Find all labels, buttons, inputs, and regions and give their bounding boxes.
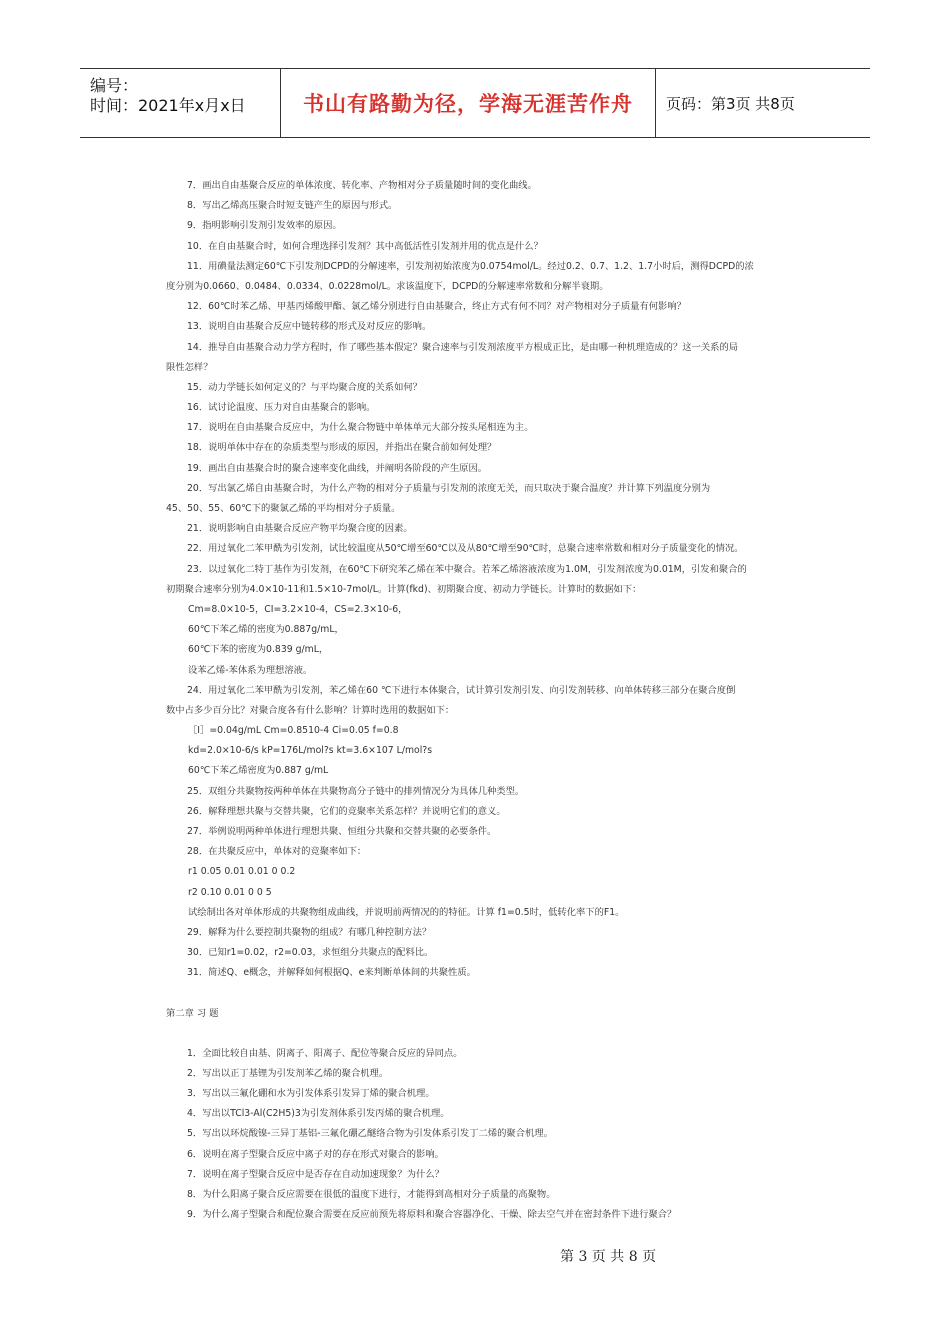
text-line: 设苯乙烯-苯体系为理想溶液。 <box>188 664 313 676</box>
text-line: 数中占多少百分比？对聚合度各有什么影响？计算时选用的数据如下： <box>166 704 455 716</box>
text-line: 8．写出乙烯高压聚合时短支链产生的原因与形式。 <box>187 200 398 212</box>
text-line: 17．说明在自由基聚合反应中，为什么聚合物链中单体单元大部分按头尾相连为主。 <box>187 422 534 434</box>
header-motto: 书山有路勤为径，学海无涯苦作舟 <box>303 91 633 116</box>
text-line: 10．在自由基聚合时，如何合理选择引发剂？其中高低活性引发剂并用的优点是什么？ <box>187 240 543 252</box>
text-line: 22．用过氧化二苯甲酰为引发剂，试比较温度从50℃增至60℃以及从80℃增至90℃时，总聚合速率常数和相对分子质量变化的情况。 <box>187 543 744 555</box>
text-line: Cm=8.0×10-5，CI=3.2×10-4，CS=2.3×10-6， <box>188 603 408 615</box>
text-line: ［I］=0.04g/mL Cm=0.8510-4 Ci=0.05 f=0.8 <box>188 725 399 737</box>
text-line: r1 0.05 0.01 0.01 0 0.2 <box>188 866 296 878</box>
text-line: 24．用过氧化二苯甲酰为引发剂，苯乙烯在60 ℃下进行本体聚合，试计算引发剂引发、向引发剂转移、向单体转移三部分在聚合度倒 <box>187 684 736 696</box>
text-line: 5．写出以环烷酸镍-三异丁基铝-三氟化硼乙醚络合物为引发体系引发丁二烯的聚合机理。 <box>187 1128 553 1140</box>
document-body <box>166 176 806 1225</box>
text-line: 31．简述Q、e概念，并解释如何根据Q、e来判断单体间的共聚性质。 <box>187 967 476 979</box>
text-line: 16．试讨论温度、压力对自由基聚合的影响。 <box>187 402 376 414</box>
text-line: 6．说明在离子型聚合反应中离子对的存在形式对聚合的影响。 <box>187 1148 444 1160</box>
text-line: 试绘制出各对单体形成的共聚物组成曲线，并说明前两情况的的特征。计算 f1=0.5时，低转化率下的F1。 <box>188 906 625 918</box>
text-line: r2 0.10 0.01 0 0 5 <box>188 886 272 898</box>
text-line: 19．画出自由基聚合时的聚合速率变化曲线，并阐明各阶段的产生原因。 <box>187 462 488 474</box>
text-line: 2．写出以正丁基锂为引发剂苯乙烯的聚合机理。 <box>187 1067 389 1079</box>
page-footer: 第 3 页 共 8 页 <box>560 1249 657 1265</box>
text-line: 14．推导自由基聚合动力学方程时，作了哪些基本假定？聚合速率与引发剂浓度平方根成正比，是由哪一种机理造成的？这一关系的局 <box>187 341 739 353</box>
page-header <box>80 68 870 138</box>
text-line: 度分别为0.0660、0.0484、0.0334、0.0228mol/L。求该温度下，DCPD的分解速率常数和分解半衰期。 <box>166 280 609 292</box>
text-line: 4．写出以TCl3-Al(C2H5)3为引发剂体系引发丙烯的聚合机理。 <box>187 1108 450 1120</box>
text-line: 18．说明单体中存在的杂质类型与形成的原因，并指出在聚合前如何处理？ <box>187 442 497 454</box>
text-line: 26．解释理想共聚与交替共聚，它们的竞聚率关系怎样？并说明它们的意义。 <box>187 805 506 817</box>
text-line: 初期聚合速率分别为4.0×10-11和1.5×10-7mol/L。计算(fkd)、初期聚合度、初动力学链长。计算时的数据如下： <box>166 583 642 595</box>
text-line: 60℃下苯的密度为0.839 g/mL， <box>188 644 329 656</box>
header-left-cell <box>80 69 281 137</box>
text-line: 29．解释为什么要控制共聚物的组成？有哪几种控制方法？ <box>187 926 432 938</box>
text-line: 30．已知r1=0.02，r2=0.03，求恒组分共聚点的配料比。 <box>187 947 434 959</box>
text-line: 9．指明影响引发剂引发效率的原因。 <box>187 220 342 232</box>
text-line: 7．画出自由基聚合反应的单体浓度、转化率、产物相对分子质量随时间的变化曲线。 <box>187 180 537 191</box>
text-line: 60℃下苯乙烯的密度为0.887g/mL， <box>188 624 344 636</box>
text-line: 21．说明影响自由基聚合反应产物平均聚合度的因素。 <box>187 523 413 535</box>
text-line: 25．双组分共聚物按两种单体在共聚物高分子链中的排列情况分为具体几种类型。 <box>187 785 525 797</box>
header-motto-cell <box>281 69 656 137</box>
text-line: 9．为什么离子型聚合和配位聚合需要在反应前预先将原料和聚合容器净化、干燥、除去空气并在密封条件下进行聚合？ <box>187 1209 677 1221</box>
header-page-cell <box>656 69 870 137</box>
spacer <box>166 1024 806 1044</box>
text-line: 27．举例说明两种单体进行理想共聚、恒组分共聚和交替共聚的必要条件。 <box>187 826 497 837</box>
document-number-label: 编号： <box>90 76 139 95</box>
document-date: 时间：2021年x月x日 <box>90 96 246 115</box>
text-line: 15．动力学链长如何定义的？与平均聚合度的关系如何？ <box>187 381 422 393</box>
text-line: 7．说明在离子型聚合反应中是否存在自动加速现象？为什么？ <box>187 1168 444 1180</box>
text-line: 3．写出以三氟化硼和水为引发体系引发异丁烯的聚合机理。 <box>187 1088 435 1100</box>
text-line: 28．在共聚反应中，单体对的竞聚率如下： <box>187 846 367 858</box>
text-line: 23．以过氧化二特丁基作为引发剂，在60℃下研究苯乙烯在苯中聚合。若苯乙烯溶液浓度为1.0M，引发剂浓度为0.01M，引发和聚合的 <box>187 563 747 575</box>
text-line: 20．写出氯乙烯自由基聚合时，为什么产物的相对分子质量与引发剂的浓度无关，而只取决于聚合温度？并计算下列温度分别为 <box>187 482 711 494</box>
text-line: 45、50、55、60℃下的聚氯乙烯的平均相对分子质量。 <box>166 503 401 514</box>
text-line: 12．60℃时苯乙烯、甲基丙烯酸甲酯、氯乙烯分别进行自由基聚合，终止方式有何不同？对产物相对分子质量有何影响？ <box>187 301 686 313</box>
text-line: 第二章 习 题 <box>166 1007 219 1019</box>
text-line: 限性怎样？ <box>166 361 213 373</box>
text-line: 60℃下苯乙烯密度为0.887 g/mL <box>188 765 329 777</box>
text-line: 1．全面比较自由基、阴离子、阳离子、配位等聚合反应的异同点。 <box>187 1047 463 1059</box>
text-line: 13．说明自由基聚合反应中链转移的形式及对反应的影响。 <box>187 321 432 333</box>
text-line: kd=2.0×10-6/s kP=176L/mol?s kt=3.6×107 L/mol?s <box>188 745 433 757</box>
text-line: 8．为什么阳离子聚合反应需要在很低的温度下进行，才能得到高相对分子质量的高聚物。 <box>187 1189 556 1200</box>
text-line: 11．用碘量法测定60℃下引发剂DCPD的分解速率，引发剂初始浓度为0.0754mol/L。经过0.2、0.7、1.2、1.7小时后，测得DCPD的浓 <box>187 260 754 272</box>
spacer <box>166 984 806 1004</box>
header-page-info: 页码：第3页 共8页 <box>666 94 795 113</box>
